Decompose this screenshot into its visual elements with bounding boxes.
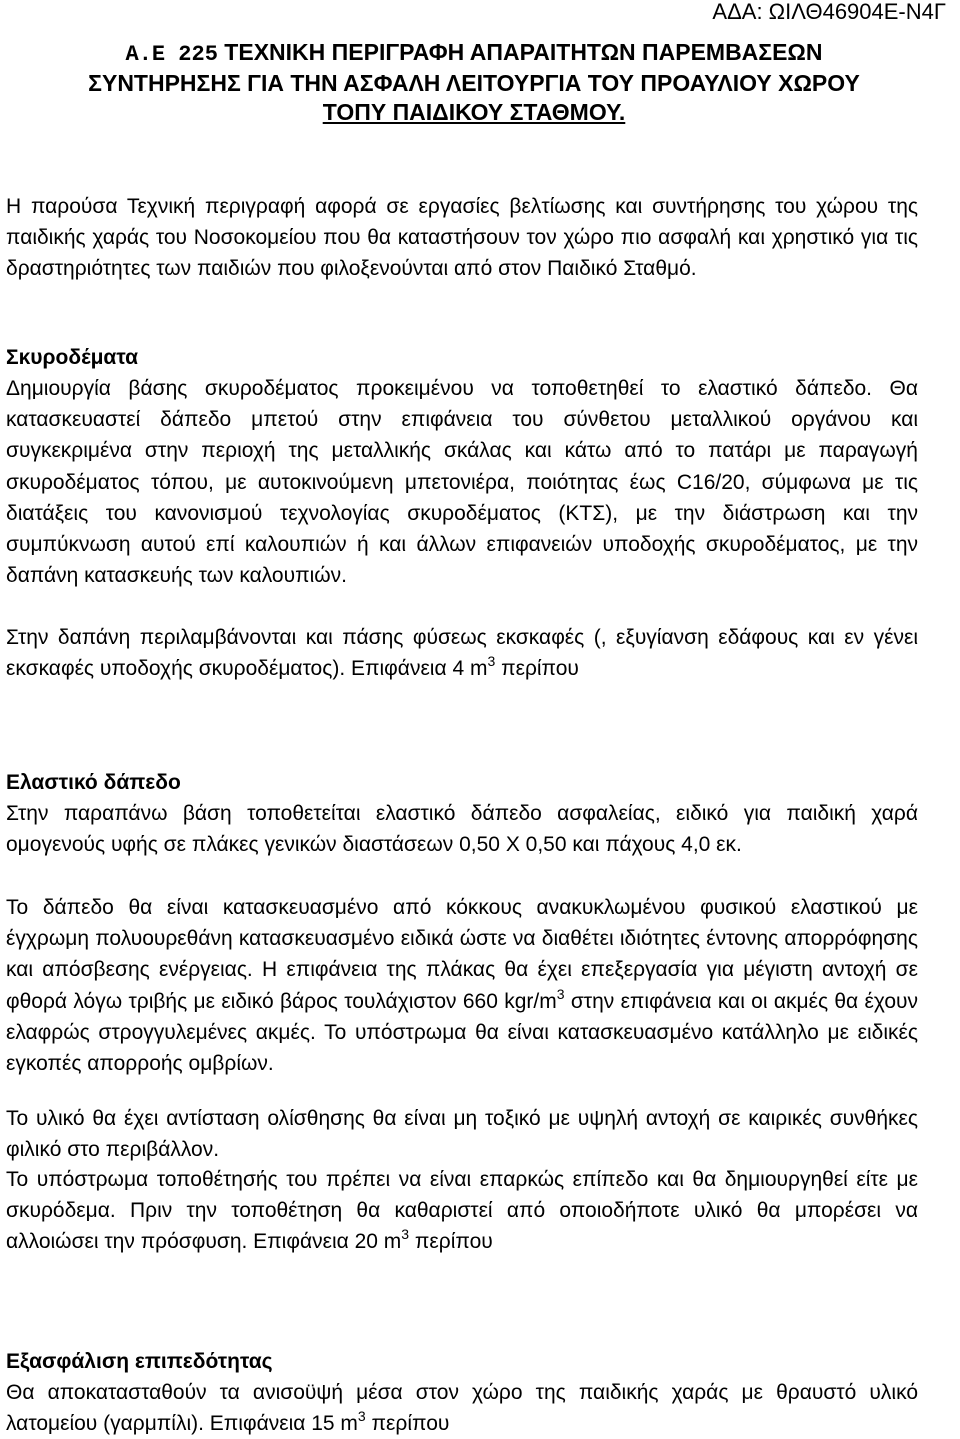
concrete-excavation-paragraph: Στην δαπάνη περιλαμβάνονται και πάσης φύσεως εκσκαφές (, εξυγίανση εδάφους και εν γένει εκσκαφές υποδοχής σκυροδέματος). Επιφάνεια 4 $m^3$ περίπου [6, 626, 918, 681]
elastic-floor-paragraph-1: Στην παραπάνω βάση τοποθετείται ελαστικό δάπεδο ασφαλείας, ειδικό για παιδική χαρά ομογενούς υφής σε πλάκες γενικών διαστάσεων 0,50 Χ 0,50 και πάχους 4,0 εκ. [6, 802, 918, 857]
title-line-2: ΣΥΝΤΗΡΗΣΗΣ ΓΙΑ ΤΗΝ ΑΣΦΑΛΗ ΛΕΙΤΟΥΡΓΙΑ ΤΟΥ ΠΡΟΑΥΛΙΟΥ ΧΩΡΟΥ [88, 70, 860, 96]
document-title [24, 38, 924, 127]
title-code: Α.Ε 225 [125, 42, 218, 67]
elastic-floor-paragraph-4: Το υπόστρωμα τοποθέτησής του πρέπει να είναι επαρκώς επίπεδο και θα δημιουργηθεί είτε με σκυρόδεμα. Πριν την τοποθέτηση θα καθαριστεί από οποιοδήποτε υλικό θα μπορέσει να αλλοιώσει την πρόσφυση. Επιφάνεια 20 $m^3$ περίπου [6, 1168, 918, 1254]
title-line-3: ΤΟΠΥ ΠΑΙΔΙΚΟΥ ΣΤΑΘΜΟΥ. [322, 99, 626, 125]
concrete-heading: Σκυροδέματα [6, 346, 139, 369]
concrete-paragraph: Δημιουργία βάσης σκυροδέματος προκειμένου να τοποθετηθεί το ελαστικό δάπεδο. Θα κατασκευαστεί δάπεδο μπετού στην επιφάνεια του σύνθετου μεταλλικού οργάνου και συγκεκριμένα στην περιοχή της μεταλλικής σκάλας και κάτω από το πατάρι με παραγωγή σκυροδέματος τόπου, με αυτοκινούμενη μπετονιέρα, ποιότητας έως C16/20, σύμφωνα με τις διατάξεις του κανονισμού τεχνολογίας σκυροδέματος (ΚΤΣ), με την διάστρωση και την συμπύκνωση αυτού επί καλουπιών ή και άλλων επιφανειών υποδοχής σκυροδέματος, με την δαπάνη κατασκευής των καλουπιών. [6, 377, 918, 588]
elastic-floor-paragraph-3: Το υλικό θα έχει αντίσταση ολίσθησης θα είναι μη τοξικό με υψηλή αντοχή σε καιρικές συνθήκες φιλικό στο περιβάλλον. [6, 1107, 918, 1162]
elastic-floor-paragraph-2: Το δάπεδο θα είναι κατασκευασμένο από κόκκους ανακυκλωμένου φυσικού ελαστικού με έγχρωμη πολυουρεθάνη κατασκευασμένο ειδικά ώστε να διαθέτει ιδιότητες έντονης απορρόφησης και απόσβεσης ενέργειας. Η επιφάνεια της πλάκας θα έχει επεξεργασία για μέγιστη αντοχή σε φθορά λόγω τριβής με ειδικό βάρος τουλάχιστον 660 kgr/$m^3$ στην επιφάνεια και οι ακμές θα έχουν ελαφρώς στρογγυλεμένες ακμές. Το υπόστρωμα θα είναι κατασκευασμένο κατάλληλο με ειδικές εγκοπές απορροής ομβρίων. [6, 896, 918, 1076]
ada-code: ΑΔΑ: ΩΙΛΘ46904Ε-Ν4Γ [712, 0, 946, 24]
title-line-1: Α.Ε 225 ΤΕΧΝΙΚΗ ΠΕΡΙΓΡΑΦΗ ΑΠΑΡΑΙΤΗΤΩΝ ΠΑΡΕΜΒΑΣΕΩΝ [125, 39, 823, 67]
intro-paragraph: Η παρούσα Τεχνική περιγραφή αφορά σε εργασίες βελτίωσης και συντήρησης του χώρου της παιδικής χαράς του Νοσοκομείου που θα καταστήσουν τον χώρο πιο ασφαλή και χρηστικό για τις δραστηριότητες των παιδιών που φιλοξενούνται από στον Παιδικό Σταθμό. [6, 195, 918, 281]
leveling-heading: Εξασφάλιση επιπεδότητας [6, 1350, 273, 1373]
leveling-paragraph: Θα αποκατασταθούν τα ανισοϋψή μέσα στον χώρο της παιδικής χαράς με θραυστό υλικό λατομείου (γαρμπίλι). Επιφάνεια 15 $m^3$ περίπου [6, 1381, 918, 1436]
elastic-floor-heading: Ελαστικό δάπεδο [6, 771, 181, 794]
